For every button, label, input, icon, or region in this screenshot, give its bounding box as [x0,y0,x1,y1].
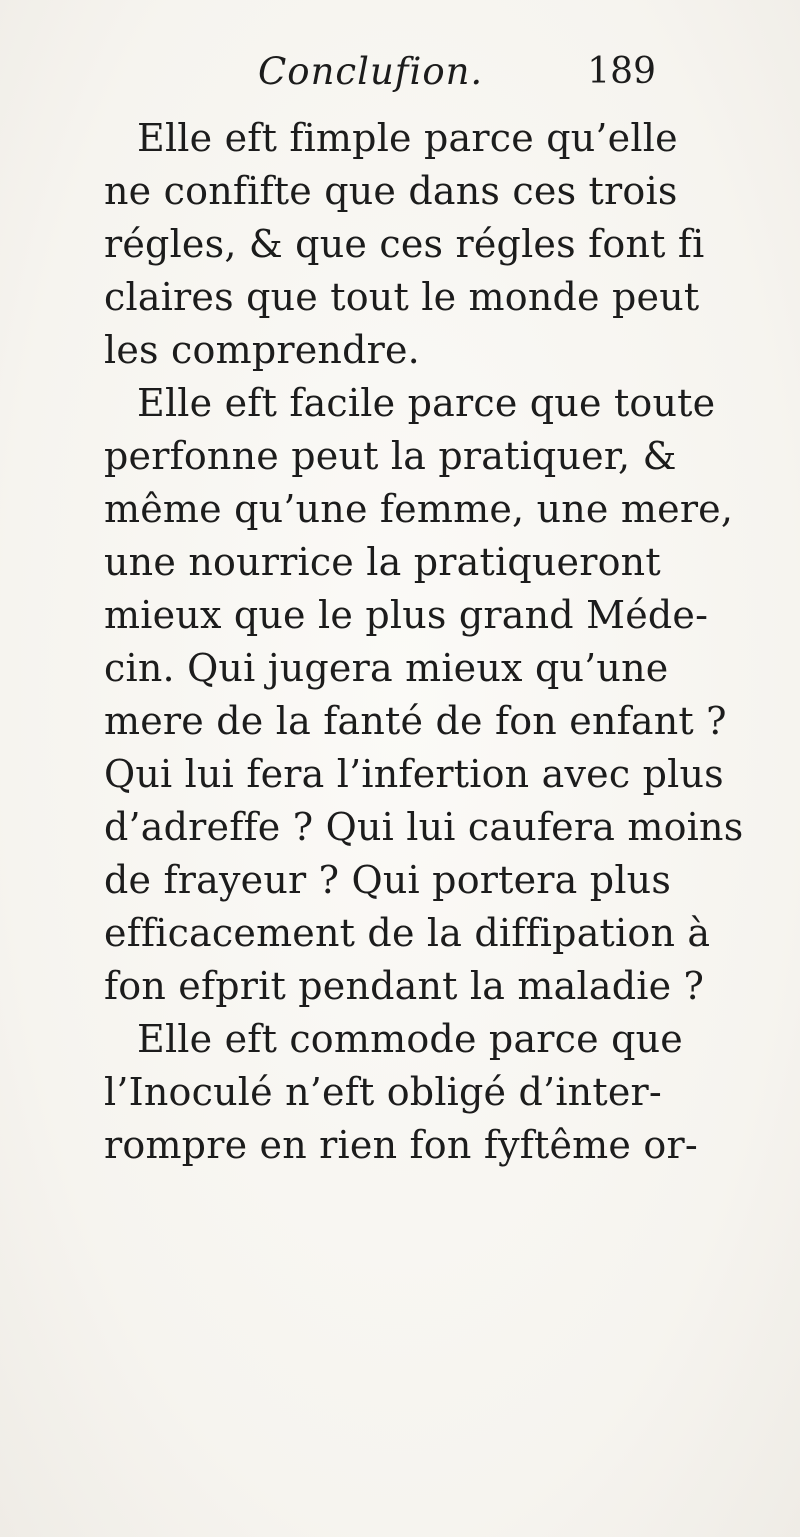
text-line: une nourrice la pratiqueront [104,540,661,584]
text-line: Qui lui fera l’infertion avec plus [104,752,724,796]
text-line: l’Inoculé n’eft obligé d’inter- [104,1070,662,1114]
running-head [258,44,656,100]
text-line: Elle eft facile parce que toute [137,381,716,425]
running-head-title: Conclufion. [258,50,484,93]
text-line: fon efprit pendant la maladie ? [104,964,705,1008]
text-line: les comprendre. [104,328,420,372]
text-line: claires que tout le monde peut [104,275,700,319]
text-line: mere de la fanté de fon enfant ? [104,699,727,743]
text-line: ne confifte que dans ces trois [104,169,678,213]
page-number: 189 [587,51,656,92]
text-line: cin. Qui jugera mieux qu’une [104,646,669,690]
text-line: efficacement de la diffipation à [104,911,711,955]
text-line: mieux que le plus grand Méde- [104,593,709,637]
text-line: rompre en rien fon fyftême or- [104,1123,698,1167]
text-line: d’adreffe ? Qui lui caufera moins [104,805,744,849]
body-text [104,112,744,1172]
text-line: même qu’une femme, une mere, [104,487,734,531]
text-line: de frayeur ? Qui portera plus [104,858,672,902]
text-line: Elle eft commode parce que [137,1017,683,1061]
text-line: régles, & que ces régles font fi [104,222,705,266]
text-line: perfonne peut la pratiquer, & [104,434,677,478]
text-line: Elle eft fimple parce qu’elle [137,116,678,160]
